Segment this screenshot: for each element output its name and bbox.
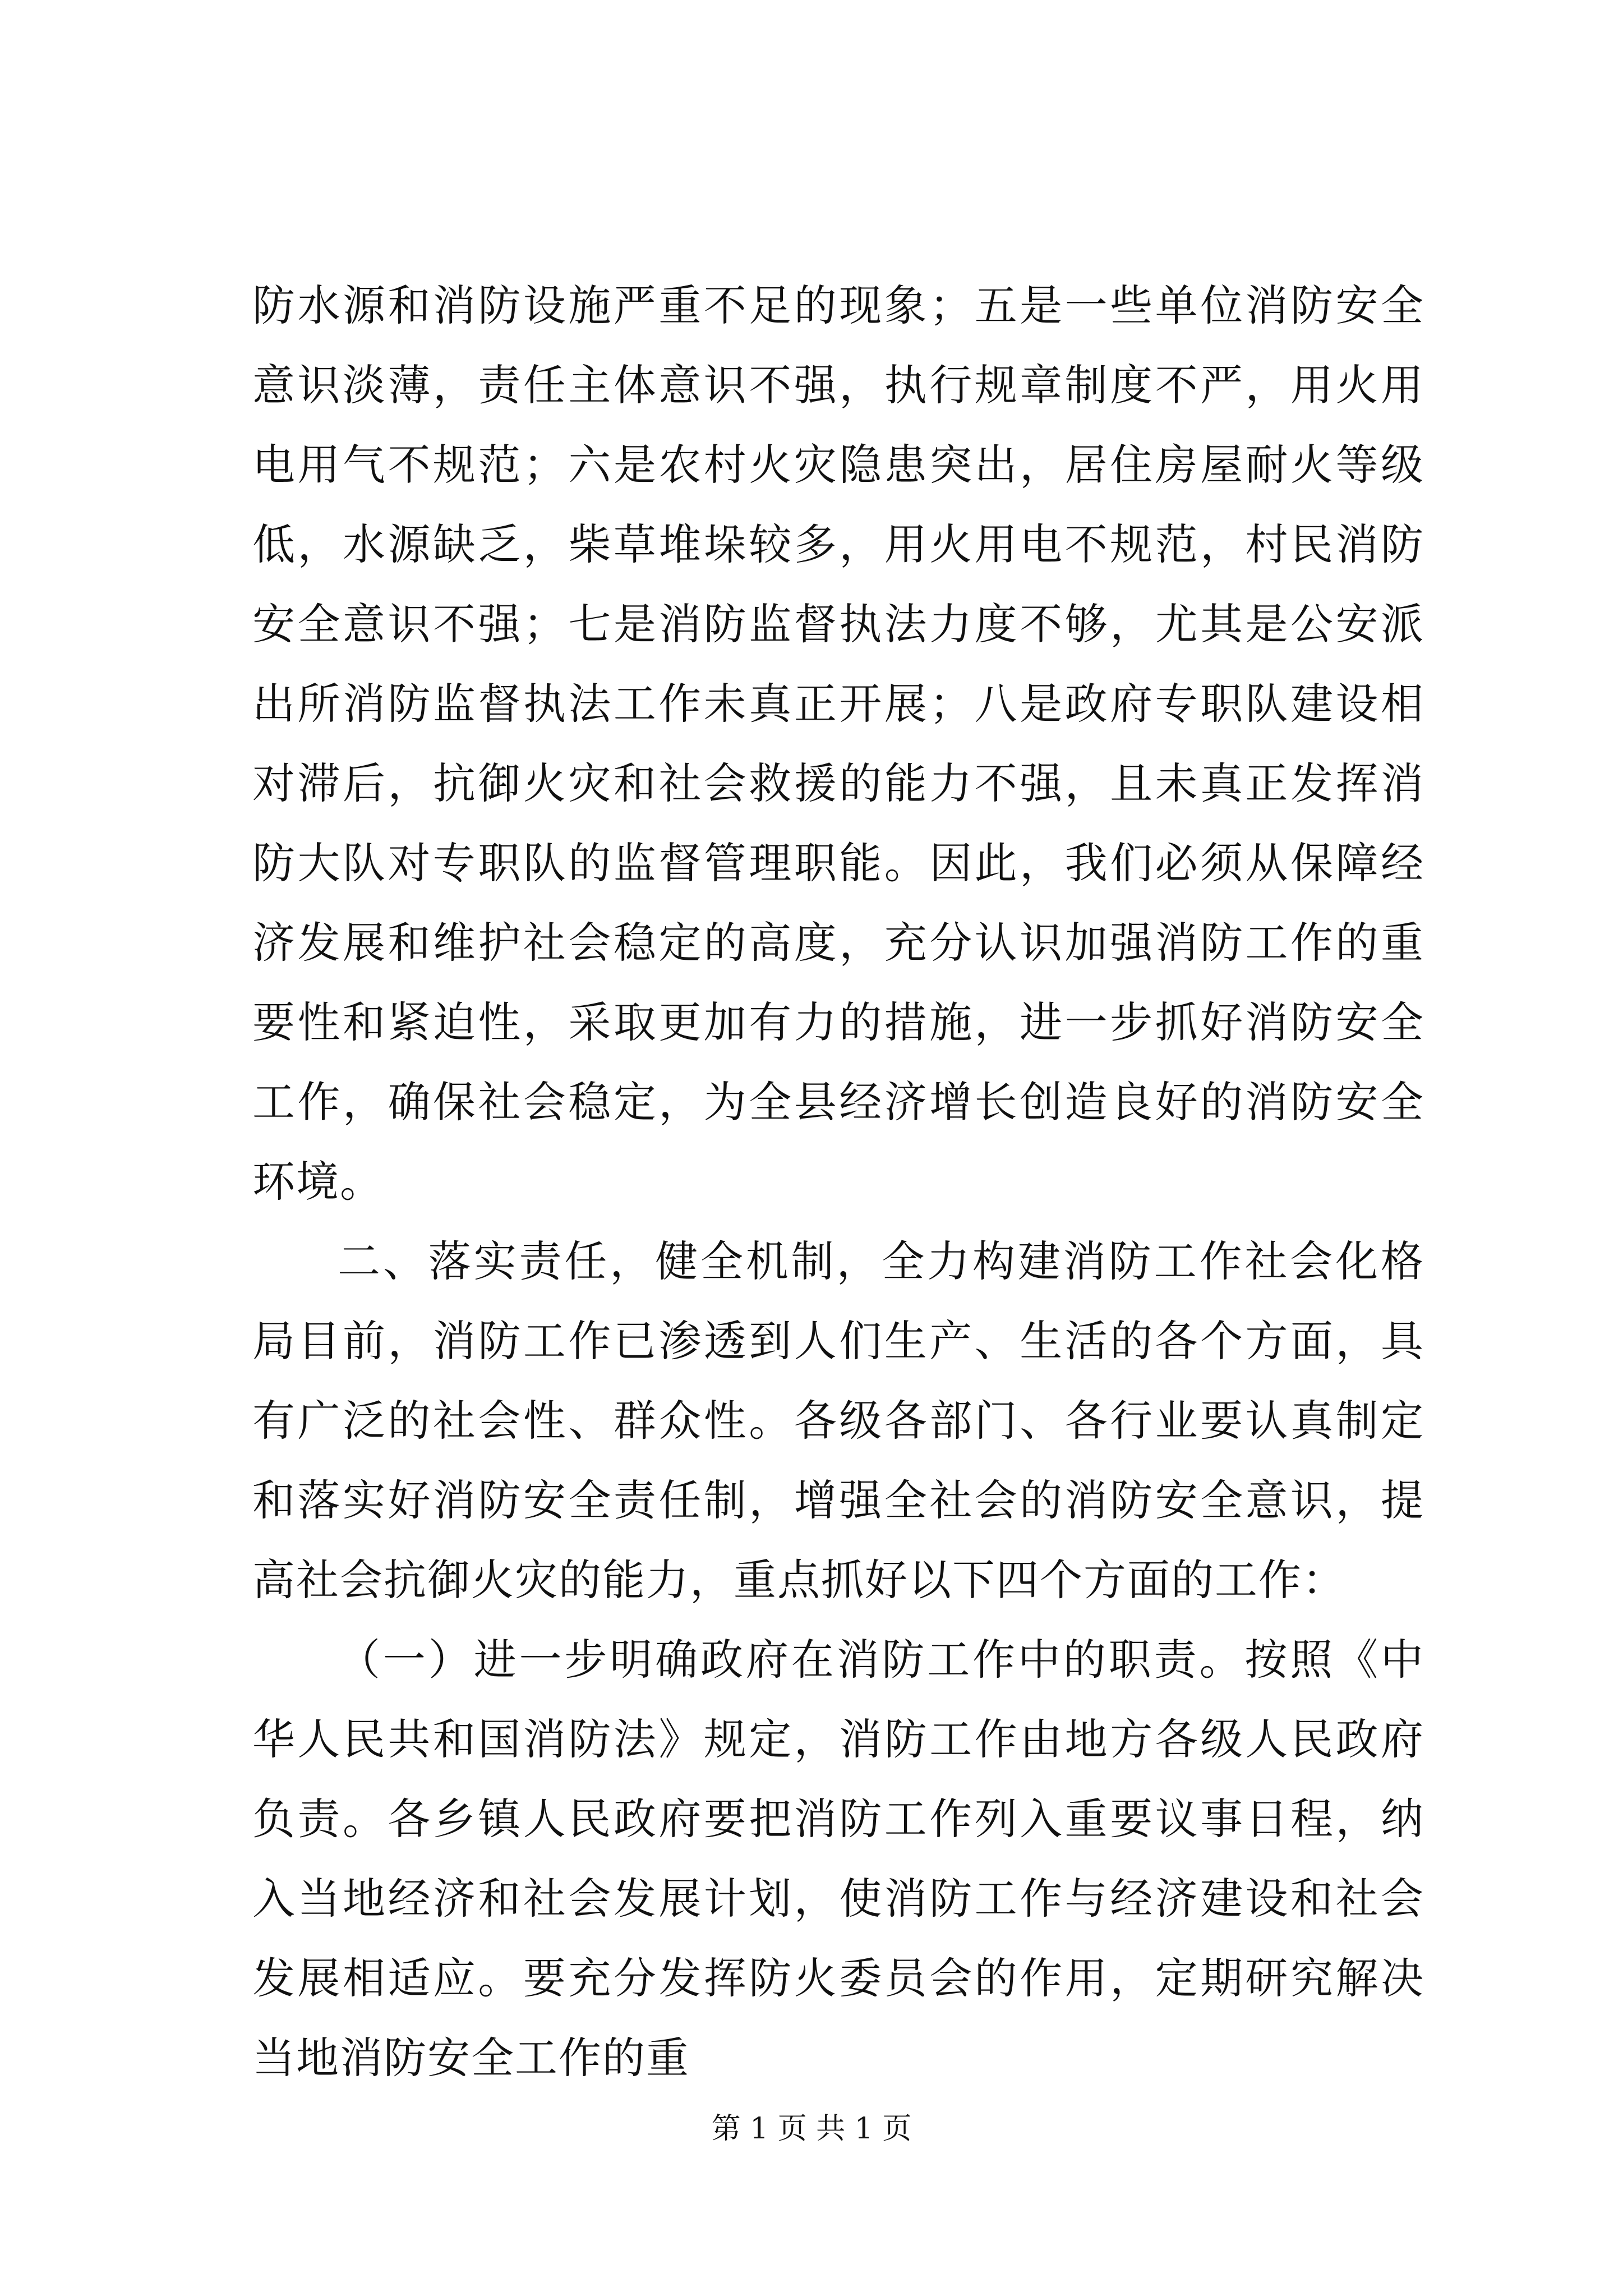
paragraph-3: （一）进一步明确政府在消防工作中的职责。按照《中华人民共和国消防法》规定，消防工作由地方各级人民政府负责。各乡镇人民政府要把消防工作列入重要议事日程，纳入当地经济和社会发展计划，使消防工作与经济建设和社会发展相适应。要充分发挥防火委员会的作用，定期研究解决当地消防安全工作的重 [252,1635,1424,2083]
document-body [252,266,1424,2098]
paragraph-1: 防水源和消防设施严重不足的现象；五是一些单位消防安全意识淡薄，责任主体意识不强，执行规章制度不严，用火用电用气不规范；六是农村火灾隐患突出，居住房屋耐火等级低，水源缺乏，柴草堆垛较多，用火用电不规范，村民消防安全意识不强；七是消防监督执法力度不够，尤其是公安派出所消防监督执法工作未真正开展；八是政府专职队建设相对滞后，抗御火灾和社会救援的能力不强，且未真正发挥消防大队对专职队的监督管理职能。因此，我们必须从保障经济发展和维护社会稳定的高度，充分认识加强消防工作的重要性和紧迫性，采取更加有力的措施，进一步抓好消防安全工作，确保社会稳定，为全县经济增长创造良好的消防安全环境。 [252,280,1424,1207]
page-number-label: 第 1 页 共 1 页 [711,2112,912,2146]
paragraph-2: 二、落实责任，健全机制，全力构建消防工作社会化格局目前，消防工作已渗透到人们生产、生活的各个方面，具有广泛的社会性、群众性。各级各部门、各行业要认真制定和落实好消防安全责任制，增强全社会的消防安全意识，提高社会抗御火灾的能力，重点抓好以下四个方面的工作： [252,1236,1424,1605]
page-footer [0,2109,1623,2148]
